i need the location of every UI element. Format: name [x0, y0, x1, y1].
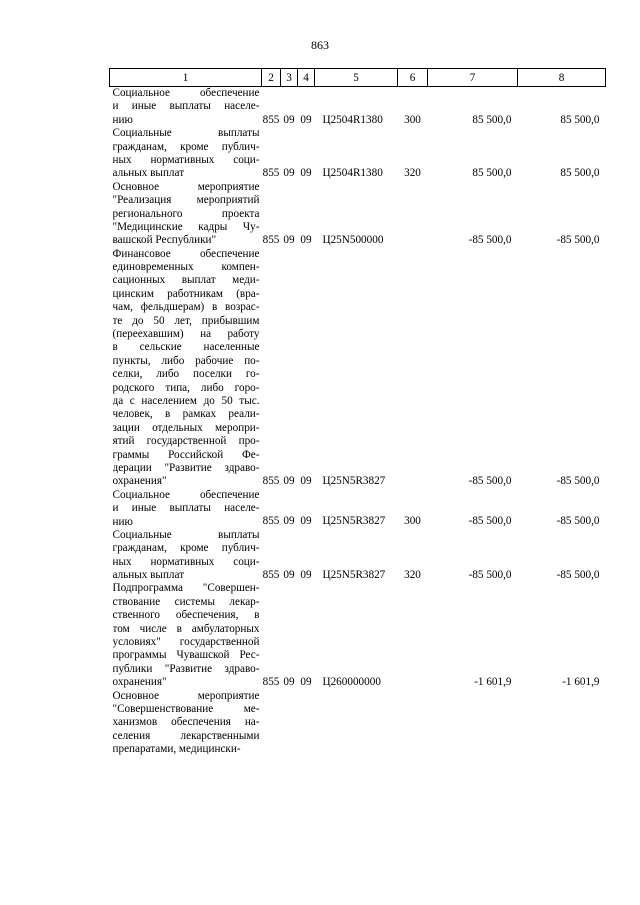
amount-change: 85 500,0 — [472, 167, 512, 180]
table-row — [110, 489, 606, 529]
amount-total: -85 500,0 — [556, 515, 600, 528]
expense-type-code — [398, 690, 428, 757]
row-name-line: альных выплат — [112, 167, 185, 180]
target-article-code: Ц2504R1380 — [322, 167, 383, 180]
subsection-code: 09 — [300, 569, 312, 582]
subsection-code — [298, 690, 315, 757]
row-name-line: чам, фельдшерам) в возрас- — [112, 301, 260, 314]
header-col-8: 8 — [518, 69, 606, 87]
subsection-code: 09 — [300, 167, 312, 180]
subsection-code: 09 — [300, 234, 312, 247]
row-name-line: родского типа, либо горо- — [112, 381, 260, 394]
budget-table — [109, 68, 606, 757]
header-col-6: 6 — [398, 69, 428, 87]
row-name-line: цинским работникам (вра- — [112, 287, 260, 300]
table-row — [110, 127, 606, 181]
page-number: 863 — [311, 38, 329, 52]
header-col-5: 5 — [315, 69, 398, 87]
amount-change: -85 500,0 — [468, 234, 512, 247]
expense-type-code: 320 — [404, 569, 421, 582]
section-code: 09 — [283, 475, 295, 488]
row-name-line: охранения" — [112, 676, 167, 689]
table-row — [110, 248, 606, 489]
row-name-line: ханизмов обеспечения на- — [112, 716, 260, 729]
amount-change: -85 500,0 — [468, 515, 512, 528]
target-article-code — [315, 690, 398, 757]
table-row — [110, 582, 606, 689]
row-name-line: "Совершенствование ме- — [112, 702, 260, 715]
row-name-line: Подпрограмма "Совершен- — [112, 582, 260, 595]
target-article-code: Ц25N500000 — [322, 234, 384, 247]
row-name-line: те до 50 лет, прибывшим — [112, 314, 260, 327]
section-code: 09 — [283, 569, 295, 582]
target-article-code: Ц2504R1380 — [322, 113, 383, 126]
section-code: 09 — [283, 234, 295, 247]
amount-change: -85 500,0 — [468, 475, 512, 488]
row-name — [110, 582, 262, 689]
row-name-line: нию — [112, 113, 133, 126]
row-name-line: (переехавшим) на работу — [112, 328, 260, 341]
row-name-line: и иные выплаты населе- — [112, 502, 260, 515]
row-name-line: Социальные выплаты — [112, 127, 260, 140]
row-name-line: и иные выплаты населе- — [112, 100, 260, 113]
row-name-line: человек, в рамках реали- — [112, 408, 260, 421]
section-code — [281, 690, 298, 757]
row-name-line: альных выплат — [112, 569, 185, 582]
target-article-code: Ц25N5R3827 — [322, 569, 386, 582]
row-name-line: Социальное обеспечение — [112, 87, 260, 99]
subsection-code: 09 — [300, 475, 312, 488]
row-name — [110, 181, 262, 248]
amount-change — [428, 690, 518, 757]
row-name-line: ственного обеспечения, в — [112, 609, 260, 622]
row-name — [110, 87, 262, 128]
row-name-line: селки, либо поселки го- — [112, 368, 260, 381]
target-article-code: Ц25N5R3827 — [322, 475, 386, 488]
target-article-code: Ц260000000 — [322, 676, 381, 689]
expense-type-code — [398, 181, 428, 248]
ministry-code: 855 — [262, 515, 280, 528]
row-name-line: нию — [112, 515, 133, 528]
row-name-line: том числе в амбулаторных — [112, 622, 260, 635]
row-name — [110, 127, 262, 181]
row-name-line: Социальное обеспечение — [112, 488, 260, 501]
row-name-line: ятий государственной про- — [112, 435, 260, 448]
row-name-line: гражданам, кроме публич- — [112, 542, 260, 555]
amount-change: -1 601,9 — [474, 676, 512, 689]
table-header — [110, 69, 606, 87]
header-row — [110, 69, 606, 87]
row-name-line: Основное мероприятие — [112, 689, 260, 702]
amount-total: -85 500,0 — [556, 569, 600, 582]
row-name-line: охранения" — [112, 475, 167, 488]
section-code: 09 — [283, 676, 295, 689]
row-name-line: "Медицинские кадры Чу- — [112, 220, 260, 233]
row-name-line: публики "Развитие здраво- — [112, 662, 260, 675]
header-col-1: 1 — [110, 69, 262, 87]
header-col-7: 7 — [428, 69, 518, 87]
section-code: 09 — [283, 113, 295, 126]
row-name-line: селения лекарственными — [112, 729, 260, 742]
expense-type-code: 300 — [404, 113, 421, 126]
row-name-line: препаратами, медицински- — [112, 743, 241, 756]
table-body — [110, 87, 606, 757]
row-name-line: пункты, либо рабочие по- — [112, 354, 260, 367]
section-code: 09 — [283, 167, 295, 180]
row-name-line: вашской Республики" — [112, 234, 217, 247]
amount-total: 85 500,0 — [560, 113, 600, 126]
row-name-line: дерации "Развитие здраво- — [112, 461, 260, 474]
row-name-line: Основное мероприятие — [112, 180, 260, 193]
row-name — [110, 690, 262, 757]
row-name-line: да с населением до 50 тыс. — [112, 394, 260, 407]
row-name-line: ных нормативных соци- — [112, 555, 260, 568]
subsection-code: 09 — [300, 113, 312, 126]
amount-change: 85 500,0 — [472, 113, 512, 126]
row-name-line: "Реализация мероприятий — [112, 194, 260, 207]
target-article-code: Ц25N5R3827 — [322, 515, 386, 528]
ministry-code: 855 — [262, 113, 280, 126]
row-name-line: Социальные выплаты — [112, 528, 260, 541]
row-name — [110, 489, 262, 529]
row-name-line: Финансовое обеспечение — [112, 247, 260, 260]
row-name — [110, 248, 262, 489]
header-col-3: 3 — [281, 69, 298, 87]
row-name-line: ствование системы лекар- — [112, 595, 260, 608]
amount-total: -1 601,9 — [562, 676, 600, 689]
subsection-code: 09 — [300, 515, 312, 528]
row-name-line: гражданам, кроме публич- — [112, 140, 260, 153]
amount-total: -85 500,0 — [556, 475, 600, 488]
ministry-code: 855 — [262, 676, 280, 689]
amount-total — [518, 690, 606, 757]
row-name-line: условиях" государственной — [112, 636, 260, 649]
expense-type-code: 320 — [404, 167, 421, 180]
row-name-line: в сельские населенные — [112, 341, 260, 354]
row-name-line: граммы Российской Фе- — [112, 448, 260, 461]
ministry-code: 855 — [262, 475, 280, 488]
ministry-code: 855 — [262, 167, 280, 180]
section-code: 09 — [283, 515, 295, 528]
row-name-line: ных нормативных соци- — [112, 153, 260, 166]
amount-change: -85 500,0 — [468, 569, 512, 582]
amount-total: 85 500,0 — [560, 167, 600, 180]
expense-type-code — [398, 582, 428, 689]
row-name-line: регионального проекта — [112, 207, 260, 220]
header-col-2: 2 — [262, 69, 281, 87]
table-row — [110, 529, 606, 583]
row-name-line: программы Чувашской Рес- — [112, 649, 260, 662]
header-col-4: 4 — [298, 69, 315, 87]
ministry-code: 855 — [262, 234, 280, 247]
ministry-code: 855 — [262, 569, 280, 582]
table-row — [110, 690, 606, 757]
row-name-line: сационных выплат меди- — [112, 274, 260, 287]
table-row — [110, 87, 606, 128]
ministry-code — [262, 690, 281, 757]
amount-total: -85 500,0 — [556, 234, 600, 247]
subsection-code: 09 — [300, 676, 312, 689]
row-name — [110, 529, 262, 583]
expense-type-code — [398, 248, 428, 489]
row-name-line: единовременных компен- — [112, 261, 260, 274]
table-row — [110, 181, 606, 248]
row-name-line: зации отдельных меропри- — [112, 421, 260, 434]
expense-type-code: 300 — [404, 515, 421, 528]
